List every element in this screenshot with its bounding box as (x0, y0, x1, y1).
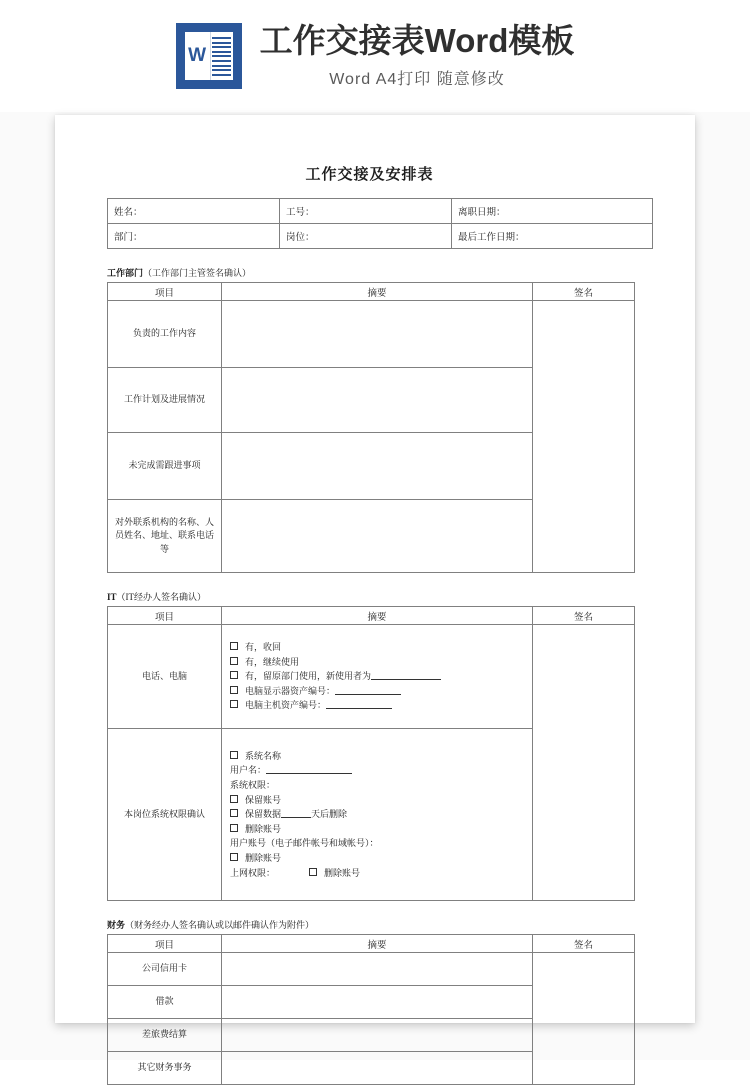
checkbox-row[interactable] (230, 684, 524, 699)
text-row (230, 778, 524, 793)
fill-in-blank[interactable] (266, 764, 352, 774)
option-label: 电脑主机资产编号： (245, 700, 327, 711)
option-label: 有，留原部门使用，新使用者为 (245, 671, 372, 682)
column-header-item: 项目 (108, 607, 222, 625)
checkbox-icon[interactable] (230, 671, 238, 679)
row-summary-cell[interactable] (222, 500, 533, 573)
promo-inner (176, 23, 575, 90)
option-label: 系统权限： (230, 780, 276, 791)
document-sheet (55, 115, 695, 1073)
section-label-department (107, 266, 632, 279)
fill-in-blank[interactable] (335, 685, 401, 695)
info-cell: 部门： (108, 224, 280, 249)
table-row (108, 301, 635, 368)
info-cell: 最后工作日期： (452, 224, 653, 249)
promo-title: 工作交接表Word模板 (259, 21, 575, 59)
column-header-sign: 签名 (533, 935, 635, 953)
option-label: 有，继续使用 (245, 656, 300, 667)
section-label-note: （IT经办人签名确认） (116, 592, 207, 602)
row-item-label: 负责的工作内容 (108, 301, 222, 368)
checkbox-row[interactable] (230, 851, 524, 866)
promo-subtitle: Word A4打印 随意修改 (329, 71, 505, 89)
checkbox-icon[interactable] (230, 642, 238, 650)
section-label-bold: 财务 (107, 920, 126, 930)
row-summary-cell[interactable] (222, 953, 533, 986)
section-label-it (107, 590, 632, 603)
fill-in-blank[interactable] (371, 670, 441, 680)
signature-cell[interactable] (533, 953, 635, 1085)
option-label: 保留数据 (245, 809, 282, 820)
row-summary-cell[interactable] (222, 1052, 533, 1085)
section-label-finance (107, 918, 632, 931)
row-summary-cell[interactable] (222, 986, 533, 1019)
checkbox-row[interactable] (230, 640, 524, 655)
section-table-finance (107, 934, 635, 1085)
checkbox-icon[interactable] (230, 795, 238, 803)
checkbox-icon[interactable] (230, 751, 238, 759)
section-label-bold: 工作部门 (107, 268, 144, 278)
table-header-row (108, 607, 635, 625)
checkbox-row[interactable] (230, 822, 524, 837)
row-summary-cell[interactable] (222, 301, 533, 368)
employee-info-table (107, 198, 653, 249)
checkbox-icon[interactable] (230, 853, 238, 861)
table-row (108, 625, 635, 729)
info-cell: 岗位： (280, 224, 452, 249)
checkbox-row[interactable] (230, 698, 524, 713)
row-summary-cell[interactable] (222, 625, 533, 729)
option-label: 删除账号 (245, 823, 282, 834)
checkbox-icon[interactable] (230, 824, 238, 832)
fill-in-blank[interactable] (326, 699, 392, 709)
checkbox-row[interactable] (230, 807, 524, 822)
option-label: 电脑显示器资产编号： (245, 685, 336, 696)
column-header-item: 项目 (108, 935, 222, 953)
text-row (230, 763, 524, 778)
row-item-label: 差旅费结算 (108, 1019, 222, 1052)
column-header-summary: 摘要 (222, 283, 533, 301)
signature-cell[interactable] (533, 625, 635, 901)
checkbox-icon[interactable] (230, 809, 238, 817)
row-item-label: 对外联系机构的名称、人员姓名、地址、联系电话等 (108, 500, 222, 573)
checkbox-icon[interactable] (309, 868, 317, 876)
text-row (230, 836, 524, 851)
signature-cell[interactable] (533, 301, 635, 573)
row-summary-cell[interactable] (222, 433, 533, 500)
info-cell: 姓名： (108, 199, 280, 224)
section-label-note: （工作部门主管签名确认） (143, 268, 252, 278)
checkbox-icon[interactable] (230, 657, 238, 665)
column-header-sign: 签名 (533, 607, 635, 625)
row-summary-cell[interactable] (222, 729, 533, 901)
row-summary-cell[interactable] (222, 368, 533, 433)
row-item-label: 借款 (108, 986, 222, 1019)
option-label-suffix: 天后删除 (311, 809, 348, 820)
row-item-label: 公司信用卡 (108, 953, 222, 986)
option-label: 上网权限： (230, 867, 276, 878)
checkbox-row[interactable] (230, 669, 524, 684)
checkbox-row[interactable] (230, 793, 524, 808)
option-label: 有，收回 (245, 642, 282, 653)
row-item-label: 本岗位系统权限确认 (108, 729, 222, 901)
info-cell: 工号： (280, 199, 452, 224)
option-label: 用户账号（电子邮件帐号和域帐号）： (230, 838, 379, 849)
option-label: 删除账号 (245, 852, 282, 863)
row-item-label: 工作计划及进展情况 (108, 368, 222, 433)
column-header-item: 项目 (108, 283, 222, 301)
row-item-label: 其它财务事务 (108, 1052, 222, 1085)
column-header-summary: 摘要 (222, 935, 533, 953)
section-table-it (107, 606, 635, 901)
info-cell: 离职日期： (452, 199, 653, 224)
column-header-summary: 摘要 (222, 607, 533, 625)
checkbox-icon[interactable] (230, 700, 238, 708)
option-label: 保留账号 (245, 794, 282, 805)
column-header-sign: 签名 (533, 283, 635, 301)
section-table-department (107, 282, 635, 573)
fill-in-blank[interactable] (281, 808, 311, 818)
text-row (230, 866, 524, 881)
section-label-bold: IT (107, 592, 117, 602)
promo-text (260, 23, 575, 90)
row-summary-cell[interactable] (222, 1019, 533, 1052)
table-header-row (108, 283, 635, 301)
checkbox-icon[interactable] (230, 686, 238, 694)
option-label: 系统名称 (245, 750, 282, 761)
table-row (108, 199, 653, 224)
row-item-label: 电话、电脑 (108, 625, 222, 729)
table-row (108, 224, 653, 249)
section-label-note: （财务经办人签名确认或以邮件确认作为附件） (125, 920, 315, 930)
document-title: 工作交接及安排表 (305, 167, 434, 183)
option-label: 用户名： (230, 765, 267, 776)
checkbox-row[interactable] (230, 655, 524, 670)
checkbox-list (230, 749, 524, 880)
word-icon-lines (212, 37, 231, 76)
checkbox-row[interactable] (230, 749, 524, 764)
promo-header (0, 0, 750, 112)
checkbox-list (230, 640, 524, 713)
row-item-label: 未完成需跟进事项 (108, 433, 222, 500)
option-label: 删除账号 (324, 867, 361, 878)
table-header-row (108, 935, 635, 953)
word-icon-letter: W (188, 45, 207, 67)
document-body (107, 163, 632, 1085)
microsoft-word-icon (176, 23, 242, 89)
table-row (108, 953, 635, 986)
